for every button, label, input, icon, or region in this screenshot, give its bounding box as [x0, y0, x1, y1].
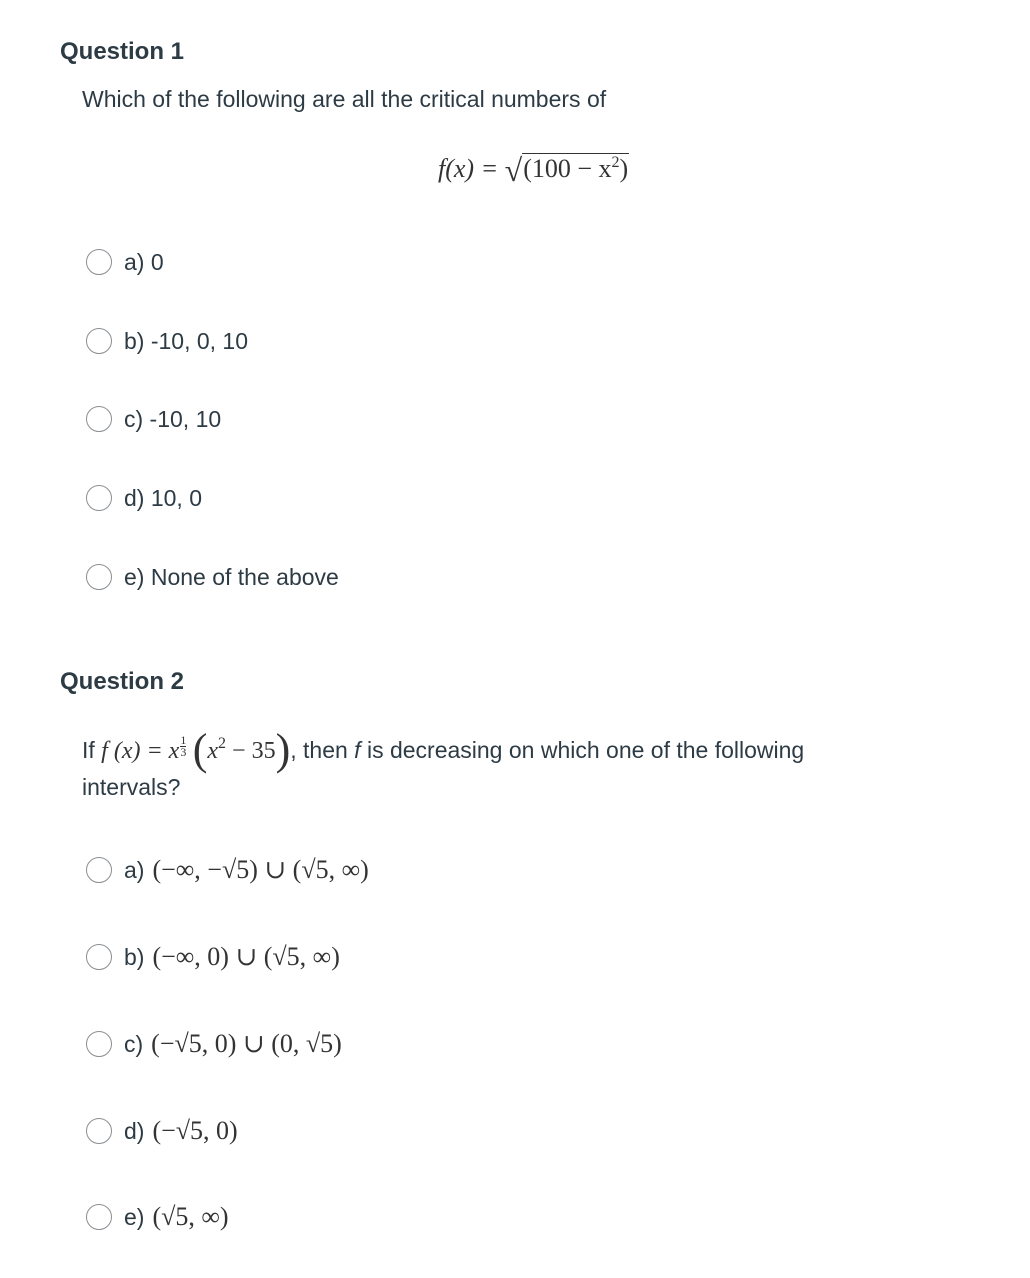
question-1-prompt: Which of the following are all the critical numbers of [82, 86, 607, 112]
open-paren: ( [192, 725, 208, 774]
radio-button[interactable] [86, 857, 112, 883]
prompt-rest: is decreasing on which one of the following [366, 737, 805, 763]
radio-button[interactable] [86, 564, 112, 590]
option-label: c) [124, 1030, 144, 1057]
radio-button[interactable] [86, 1204, 112, 1230]
q2-option-c[interactable] [86, 1027, 342, 1061]
option-math: (−√5, 0) [152, 1116, 238, 1145]
question-1-formula [438, 148, 629, 188]
option-label: b) -10, 0, 10 [124, 327, 249, 354]
q1-option-a[interactable] [86, 245, 164, 279]
prompt-function: f (x) = x [101, 738, 180, 764]
prompt-fvar: f [354, 737, 361, 763]
radio-button[interactable] [86, 249, 112, 275]
prompt-then: , then [290, 737, 348, 763]
question-2-prompt [82, 718, 805, 774]
radio-button[interactable] [86, 1118, 112, 1144]
q2-option-b[interactable] [86, 940, 340, 974]
option-label: e) [124, 1203, 145, 1230]
q1-option-b[interactable] [86, 324, 248, 358]
question-2-prompt-line2: intervals? [82, 774, 181, 800]
inner-variable: x [207, 738, 219, 764]
q1-option-d[interactable] [86, 481, 202, 515]
prompt-if: If [82, 737, 95, 763]
inner-rest: − 35 [226, 738, 276, 764]
radicand-exponent: 2 [611, 154, 620, 171]
close-paren: ) [275, 725, 291, 774]
prompt-exponent [180, 735, 186, 758]
radio-button[interactable] [86, 406, 112, 432]
radio-button[interactable] [86, 944, 112, 970]
formula-lhs: f(x) = [438, 154, 499, 183]
radio-button[interactable] [86, 485, 112, 511]
radicand-text: (100 − x [523, 154, 612, 183]
option-math: (−∞, −√5) ∪ (√5, ∞) [152, 855, 369, 884]
inner-exponent: 2 [218, 735, 227, 752]
option-math: (−∞, 0) ∪ (√5, ∞) [152, 942, 340, 971]
q1-option-c[interactable] [86, 402, 221, 436]
option-label: c) -10, 10 [124, 405, 222, 432]
exponent-numerator: 1 [180, 733, 187, 747]
question-2-title: Question 2 [60, 668, 185, 695]
question-1-title: Question 1 [60, 38, 185, 65]
option-label: b) [124, 943, 145, 970]
option-label: d) 10, 0 [124, 484, 202, 511]
q2-option-a[interactable] [86, 853, 369, 887]
option-label: a) 0 [124, 248, 164, 275]
option-label: a) [124, 856, 145, 883]
option-label: e) None of the above [124, 563, 339, 590]
radio-button[interactable] [86, 1031, 112, 1057]
option-label: d) [124, 1117, 145, 1144]
radio-button[interactable] [86, 328, 112, 354]
exponent-denominator: 3 [180, 745, 187, 759]
q2-option-d[interactable] [86, 1114, 238, 1148]
radicand-close: ) [619, 154, 629, 183]
sqrt-radicand [522, 154, 629, 184]
option-math: (√5, ∞) [152, 1202, 229, 1231]
sqrt-symbol: √ [504, 152, 523, 188]
q2-option-e[interactable] [86, 1200, 229, 1234]
q1-option-e[interactable] [86, 560, 339, 594]
option-math: (−√5, 0) ∪ (0, √5) [151, 1029, 342, 1058]
